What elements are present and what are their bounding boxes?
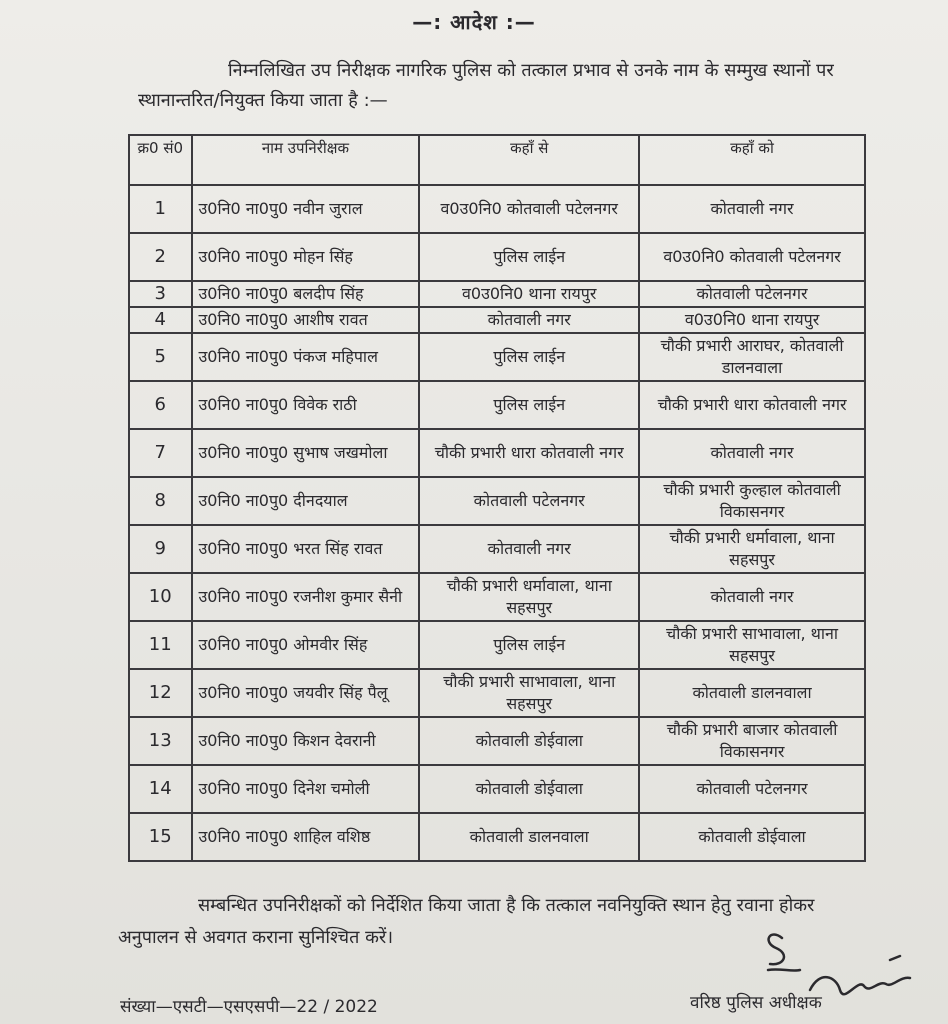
table-row [129, 477, 865, 525]
table-row [129, 669, 865, 717]
header-name: नाम उपनिरीक्षक [192, 135, 420, 185]
cell-to: कोतवाली पटेलनगर [639, 765, 865, 813]
cell-from: पुलिस लाईन [419, 381, 639, 429]
cell-to: चौकी प्रभारी आराघर, कोतवाली डालनवाला [639, 333, 865, 381]
table-row [129, 281, 865, 307]
table-row [129, 333, 865, 381]
cell-serial: 8 [129, 477, 192, 525]
order-heading: —: आदेश :— [412, 10, 536, 34]
cell-serial: 1 [129, 185, 192, 233]
table-row [129, 233, 865, 281]
cell-name: उ0नि0 ना0पु0 आशीष रावत [192, 307, 420, 333]
cell-from: कोतवाली पटेलनगर [419, 477, 639, 525]
table-row [129, 573, 865, 621]
cell-to: कोतवाली पटेलनगर [639, 281, 865, 307]
reference-number: संख्या—एसटी—एसएसपी—22 / 2022 [120, 997, 378, 1017]
cell-to: व0उ0नि0 थाना रायपुर [639, 307, 865, 333]
cell-name: उ0नि0 ना0पु0 पंकज महिपाल [192, 333, 420, 381]
cell-serial: 3 [129, 281, 192, 307]
cell-name: उ0नि0 ना0पु0 सुभाष जखमोला [192, 429, 420, 477]
header-to: कहाँ को [639, 135, 865, 185]
header-from: कहाँ से [419, 135, 639, 185]
table-row [129, 813, 865, 861]
cell-name: उ0नि0 ना0पु0 किशन देवरानी [192, 717, 420, 765]
cell-name: उ0नि0 ना0पु0 भरत सिंह रावत [192, 525, 420, 573]
cell-serial: 12 [129, 669, 192, 717]
header-serial-number: क्र0 सं0 [129, 135, 192, 185]
cell-name: उ0नि0 ना0पु0 दीनदयाल [192, 477, 420, 525]
cell-from: पुलिस लाईन [419, 621, 639, 669]
cell-to: चौकी प्रभारी कुल्हाल कोतवाली विकासनगर [639, 477, 865, 525]
cell-to: व0उ0नि0 कोतवाली पटेलनगर [639, 233, 865, 281]
cell-from: चौकी प्रभारी धारा कोतवाली नगर [419, 429, 639, 477]
cell-to: चौकी प्रभारी बाजार कोतवाली विकासनगर [639, 717, 865, 765]
cell-name: उ0नि0 ना0पु0 दिनेश चमोली [192, 765, 420, 813]
cell-serial: 15 [129, 813, 192, 861]
cell-to: कोतवाली नगर [639, 185, 865, 233]
cell-to: कोतवाली डालनवाला [639, 669, 865, 717]
cell-from: कोतवाली डोईवाला [419, 765, 639, 813]
cell-name: उ0नि0 ना0पु0 शाहिल वशिष्ठ [192, 813, 420, 861]
cell-serial: 6 [129, 381, 192, 429]
cell-name: उ0नि0 ना0पु0 मोहन सिंह [192, 233, 420, 281]
cell-serial: 7 [129, 429, 192, 477]
cell-serial: 10 [129, 573, 192, 621]
intro-paragraph: निम्नलिखित उप निरीक्षक नागरिक पुलिस को तत्काल प्रभाव से उनके नाम के सम्मुख स्थानों पर स्थानान्तरित/नियुक्त किया जाता है :— [138, 60, 834, 111]
cell-from: पुलिस लाईन [419, 333, 639, 381]
cell-from: कोतवाली डालनवाला [419, 813, 639, 861]
cell-name: उ0नि0 ना0पु0 रजनीश कुमार सैनी [192, 573, 420, 621]
cell-from: चौकी प्रभारी साभावाला, थाना सहसपुर [419, 669, 639, 717]
table-row [129, 765, 865, 813]
table-row [129, 621, 865, 669]
cell-to: चौकी प्रभारी धर्मावाला, थाना सहसपुर [639, 525, 865, 573]
cell-serial: 2 [129, 233, 192, 281]
closing-paragraph: सम्बन्धित उपनिरीक्षकों को निर्देशित किया जाता है कि तत्काल नवनियुक्ति स्थान हेतु रवाना होकर अनुपालन से अवगत कराना सुनिश्चित करें। [118, 895, 815, 948]
cell-serial: 9 [129, 525, 192, 573]
cell-name: उ0नि0 ना0पु0 नवीन जुराल [192, 185, 420, 233]
cell-name: उ0नि0 ना0पु0 बलदीप सिंह [192, 281, 420, 307]
cell-from: चौकी प्रभारी धर्मावाला, थाना सहसपुर [419, 573, 639, 621]
cell-serial: 14 [129, 765, 192, 813]
table-row [129, 185, 865, 233]
table-row [129, 429, 865, 477]
transfer-table [128, 134, 866, 862]
cell-to: चौकी प्रभारी धारा कोतवाली नगर [639, 381, 865, 429]
cell-name: उ0नि0 ना0पु0 विवेक राठी [192, 381, 420, 429]
cell-from: कोतवाली नगर [419, 307, 639, 333]
cell-from: कोतवाली डोईवाला [419, 717, 639, 765]
cell-from: व0उ0नि0 कोतवाली पटेलनगर [419, 185, 639, 233]
cell-name: उ0नि0 ना0पु0 जयवीर सिंह पैलू [192, 669, 420, 717]
cell-to: कोतवाली डोईवाला [639, 813, 865, 861]
cell-serial: 5 [129, 333, 192, 381]
cell-from: पुलिस लाईन [419, 233, 639, 281]
cell-serial: 13 [129, 717, 192, 765]
cell-from: कोतवाली नगर [419, 525, 639, 573]
cell-serial: 4 [129, 307, 192, 333]
cell-name: उ0नि0 ना0पु0 ओमवीर सिंह [192, 621, 420, 669]
cell-to: चौकी प्रभारी साभावाला, थाना सहसपुर [639, 621, 865, 669]
cell-to: कोतवाली नगर [639, 429, 865, 477]
table-row [129, 525, 865, 573]
table-row [129, 307, 865, 333]
cell-to: कोतवाली नगर [639, 573, 865, 621]
cell-from: व0उ0नि0 थाना रायपुर [419, 281, 639, 307]
table-row [129, 717, 865, 765]
cell-serial: 11 [129, 621, 192, 669]
table-row [129, 381, 865, 429]
designation: वरिष्ठ पुलिस अधीक्षक [690, 993, 822, 1013]
table-header-row [129, 135, 865, 185]
